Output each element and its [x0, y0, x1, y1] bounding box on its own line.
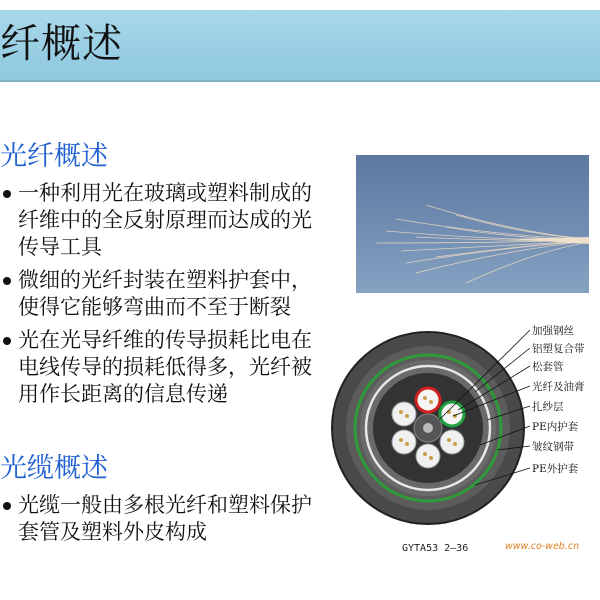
label-fiber-gel: 光纤及油膏: [532, 381, 585, 393]
label-steel-wire: 加强钢丝: [532, 325, 574, 337]
watermark-text: www.co-web.cn: [505, 541, 580, 552]
section-heading-fiber: 光纤概述: [0, 141, 108, 172]
fiber-optic-photo: [356, 155, 589, 293]
section-heading-cable: 光缆概述: [0, 453, 108, 484]
fiber-bullet-list: [0, 180, 330, 414]
label-corrugated-steel: 皱纹钢带: [532, 441, 574, 453]
label-outer-sheath: PE外护套: [532, 463, 579, 475]
label-binder: 扎纱层: [532, 401, 564, 413]
bullet-item: 微细的光纤封装在塑料护套中，使得它能够弯曲而不至于断裂: [0, 267, 330, 321]
label-aluminum-tape: 铝塑复合带: [532, 343, 585, 355]
bullet-item: 一种利用光在玻璃或塑料制成的纤维中的全反射原理而达成的光传导工具: [0, 180, 330, 261]
cable-bullet-list: [0, 492, 330, 552]
bullet-item: 光在光导纤维的传导损耗比电在电线传导的损耗低得多，光纤被用作长距离的信息传递: [0, 327, 330, 408]
slide-title: 纤概述: [0, 21, 123, 67]
label-inner-sheath: PE内护套: [532, 421, 579, 433]
label-loose-tube: 松套管: [532, 361, 564, 373]
cable-cross-section-diagram: [325, 310, 600, 550]
diagram-caption: GYTA53 2—36: [402, 543, 469, 554]
bullet-item: 光缆一般由多根光纤和塑料保护套管及塑料外皮构成: [0, 492, 330, 546]
